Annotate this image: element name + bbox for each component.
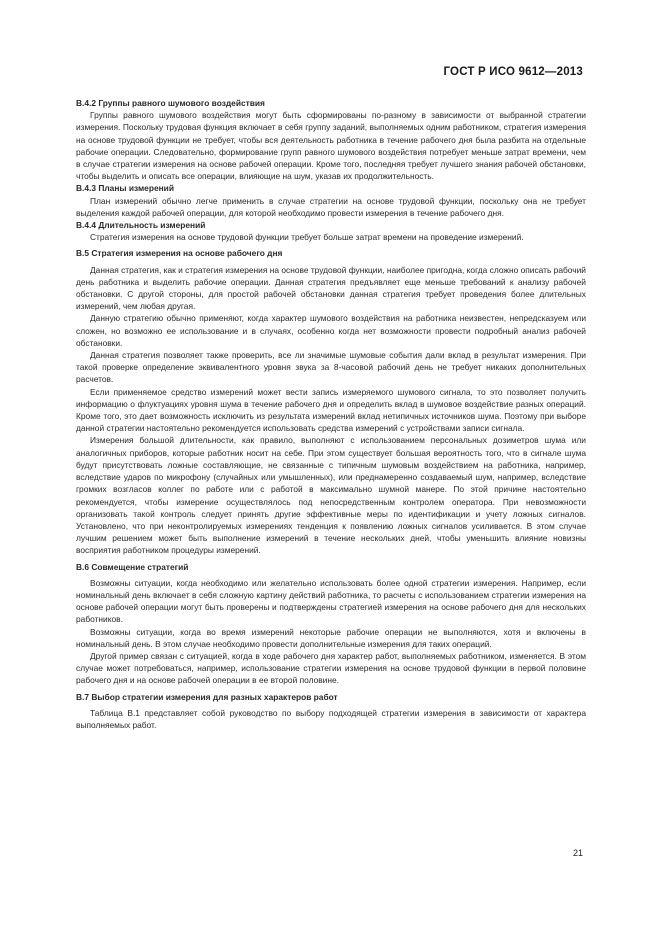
section-heading-b6: В.6 Совмещение стратегий bbox=[76, 561, 189, 572]
subsection-heading-b43: В.4.3 Планы измерений bbox=[76, 183, 174, 194]
paragraph: Таблица В.1 представляет собой руководство по выбору подходящей стратегии измерения в зависимости от характера выполняемых работ. bbox=[76, 707, 586, 730]
paragraph: Измерения большой длительности, как правило, выполняют с использованием персональных дозиметров шума или аналогичных приборов, которые работник носит на себе. При этом существует большая вероятность того, что в сигнале шума будут присутствовать ложные составляющие, не связанные с типичным шумовым воздействием на работника, например, вследствие ударов по микрофону (случайных или умышленных), или преднамеренно создаваемый шум, например, вследствие громких возгласов коллег по работе или с работой в максимально шумной манере. По этой причине настоятельно рекомендуется, чтобы измерение осуществлялось под непосредственным контролем оператора. При невозможности организовать такой контроль следует принять другие эффективные меры по идентификации и учету ложных сигналов. Установлено, что при неконтролируемых измерениях тенденция к появлению ложных сигналов усиливается. В этом случае лучшим решением может быть выполнение измерений в течение нескольких дней, чтобы уменьшить влияние новизны восприятия работником процедуры измерений. bbox=[76, 435, 586, 556]
paragraph: Если применяемое средство измерений может вести запись измеряемого шумового сигнала, то это позволяет получить информацию о флуктуациях уровня шума в течение рабочего дня и определить вклад в шумовое воздействие разных операций. Кроме того, это дает возможность исключить из результата измерений вклад нетипичных источников шума. Поэтому при выборе данной стратегии настоятельно рекомендуется использовать средства измерений с устройствами записи сигнала. bbox=[76, 386, 586, 434]
paragraph: Возможны ситуации, когда необходимо или желательно использовать более одной стратегии измерения. Например, если номинальный день включает в себя сложную картину действий работника, то расчеты с использованием стратегии измерения на основе рабочей операции могут быть проверены и подтверждены стратегией измерения на основе рабочего дня для нескольких работников. bbox=[76, 577, 586, 625]
paragraph: Данная стратегия позволяет также проверить, все ли значимые шумовые события дали вклад в результат измерения. При такой проверке определение эквивалентного уровня звука за 8-часовой рабочий день не требует никаких дополнительных расчетов. bbox=[76, 350, 586, 385]
section-heading-b5: В.5 Стратегия измерения на основе рабочего дня bbox=[76, 248, 283, 259]
page-number: 21 bbox=[572, 848, 583, 858]
paragraph: Стратегия измерения на основе трудовой функции требует больше затрат времени на проведение измерений. bbox=[90, 232, 524, 243]
paragraph: План измерений обычно легче применить в случае стратегии на основе трудовой функции, поскольку она не требует выделения каждой рабочей операции, для которой необходимо провести измерения в течение рабочего дня. bbox=[76, 195, 586, 218]
document-code: ГОСТ Р ИСО 9612—2013 bbox=[443, 66, 583, 78]
document-body bbox=[76, 97, 586, 731]
paragraph: Данная стратегия, как и стратегия измерения на основе трудовой функции, наиболее пригодна, когда сложно описать рабочий день работника и выделить рабочие операции. Данная стратегия предъявляет еще меньше требований к анализу рабочей обстановки. С другой стороны, для простой рабочей обстановки данная стратегия требует проведения более длительных измерений, чем любая другая. bbox=[76, 264, 586, 312]
paragraph: Данную стратегию обычно применяют, когда характер шумового воздействия на работника неизвестен, непредсказуем или сложен, но возможно ее использование и в случаях, особенно когда нет возможности провести подробный анализ рабочей обстановки. bbox=[76, 313, 586, 348]
subsection-heading-b44: В.4.4 Длительность измерений bbox=[76, 220, 206, 231]
subsection-heading-b42: В.4.2 Группы равного шумового воздействия bbox=[76, 98, 265, 108]
paragraph: Возможны ситуации, когда во время измерений некоторые рабочие операции не выполняются, хотя и включены в номинальный день. В этом случае необходимо провести дополнительные измерения для таких операций. bbox=[76, 626, 586, 649]
section-heading-b7: В.7 Выбор стратегии измерения для разных характеров работ bbox=[76, 691, 338, 702]
paragraph: Группы равного шумового воздействия могут быть сформированы по-разному в зависимости от выбранной стратегии измерения. Поскольку трудовая функция включает в себя группу заданий, выполняемых одним работником, стратегия измерения на основе трудовой функции не требует, чтобы вся деятельность работника в течение рабочего дня была разбита на отдельные рабочие операции. Следовательно, формирование групп равного шумового воздействия потребует меньше затрат времени, чем в случае стратегии измерения на основе рабочей операции. Кроме того, последняя требует лучшего знания рабочей обстановки, чтобы выделить и описать все операции, влияющие на шум, указав их продолжительность. bbox=[76, 110, 586, 182]
paragraph: Другой пример связан с ситуацией, когда в ходе рабочего дня характер работ, выполняемых работником, изменяется. В этом случае может потребоваться, например, использование стратегии измерения на основе трудовой функции в первой половине рабочего дня и на основе рабочей операции в ее второй половине. bbox=[76, 650, 586, 686]
